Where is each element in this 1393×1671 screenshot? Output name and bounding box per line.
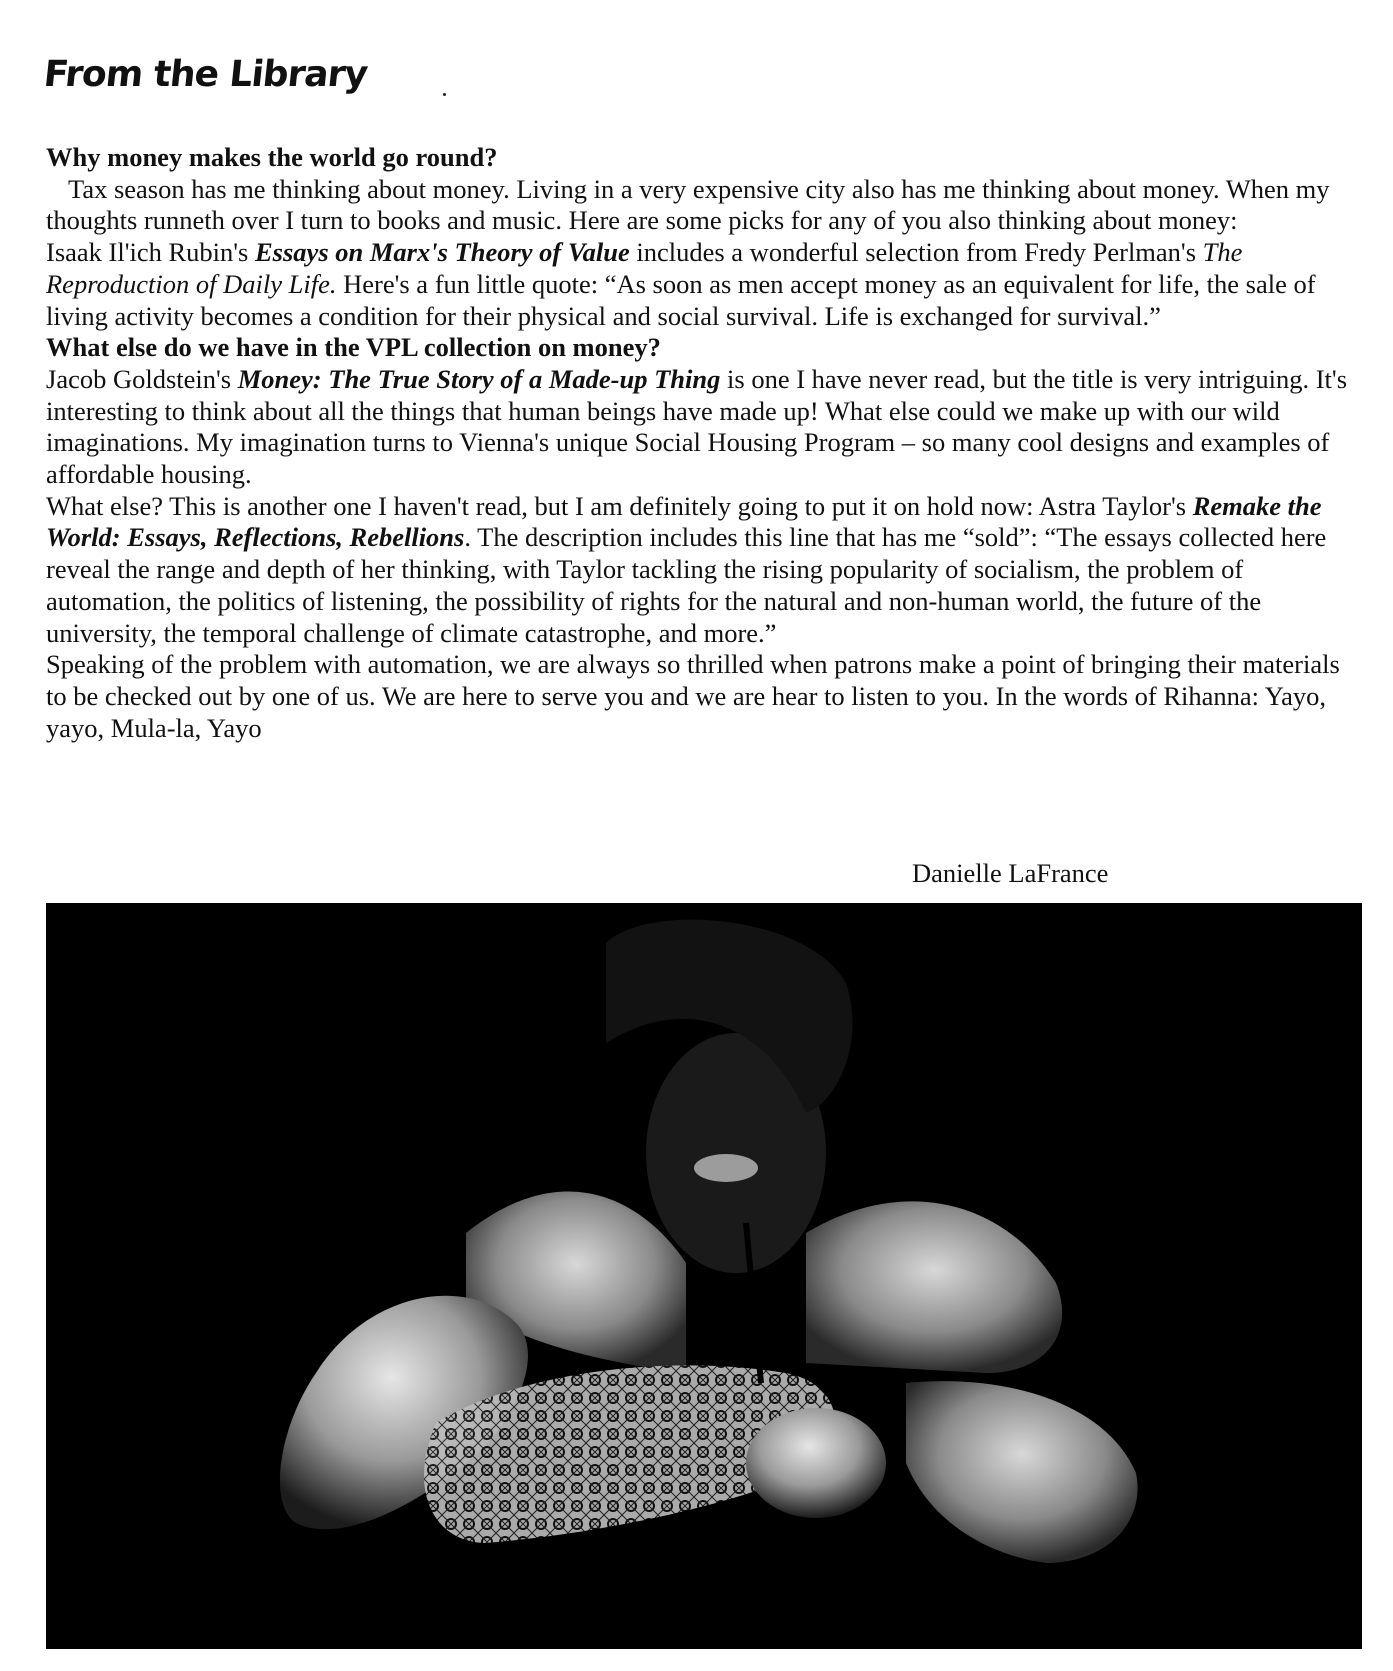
rubin-mid: includes a wonderful selection from Fredy Perlman's	[629, 237, 1203, 268]
photo-illustration	[46, 903, 1362, 1649]
book-title-goldstein: Money: The True Story of a Made-up Thing	[237, 363, 721, 394]
book-title-rubin: Essays on Marx's Theory of Value	[255, 237, 630, 268]
article-body	[46, 142, 1356, 744]
goldstein-lead: Jacob Goldstein's	[46, 363, 238, 394]
taylor-lead: What else? This is another one I haven't read, but I am definitely going to put it on hold now: Astra Taylor's	[46, 490, 1193, 521]
hand-shape	[746, 1408, 886, 1518]
article-paragraph-taylor	[46, 491, 1356, 650]
goldstein-rest: is one I have never read, but the title is very intriguing. It's interesting to think about all the things that human beings have made up! What else could we make up with our wild imaginations. My imagination turns to Vienna's unique Social Housing Program – so many cool designs and examples of affordable housing.	[46, 363, 1348, 490]
print-speck	[443, 93, 446, 96]
section-masthead: From the Library	[41, 54, 370, 95]
book-title-perlman: The Reproduction of Daily Life.	[46, 237, 1243, 299]
article-heading-1: Why money makes the world go round?	[46, 142, 498, 172]
author-signature: Danielle LaFrance	[912, 858, 1109, 888]
rubin-quote: Here's a fun little quote: “As soon as men accept money as an equivalent for life, the sale of living activity becomes a condition for their physical and social survival. Life is exchanged for survival.”	[46, 268, 1316, 331]
rubin-lead: Isaak Il'ich Rubin's	[46, 237, 255, 268]
lips-shape	[694, 1154, 758, 1182]
article-heading-2: What else do we have in the VPL collection on money?	[46, 332, 661, 363]
taylor-rest: . The description includes this line that has me “sold”: “The essays collected here reveal the range and depth of her thinking, with Taylor tackling the rising popularity of socialism, the problem of automation, the politics of listening, the possibility of rights for the natural and non-human world, the future of the university, the temporal challenge of climate catastrophe, and more.”	[46, 522, 1327, 648]
article-paragraph-rubin	[46, 237, 1356, 332]
article-paragraph-goldstein	[46, 364, 1356, 491]
book-title-taylor: Remake the World: Essays, Reflections, Rebellions	[46, 490, 1322, 553]
article-intro: Tax season has me thinking about money. Living in a very expensive city also has me thinking about money. When my thoughts runneth over I turn to books and music. Here are some picks for any of you also thinking about money:	[46, 173, 1330, 236]
article-paragraph-closing: Speaking of the problem with automation, we are always so thrilled when patrons make a point of bringing their materials to be checked out by one of us. We are here to serve you and we are hear to listen to you. In the words of Rihanna: Yayo, yayo, Mula-la, Yayo	[46, 649, 1340, 743]
photo-rihanna	[46, 903, 1362, 1649]
